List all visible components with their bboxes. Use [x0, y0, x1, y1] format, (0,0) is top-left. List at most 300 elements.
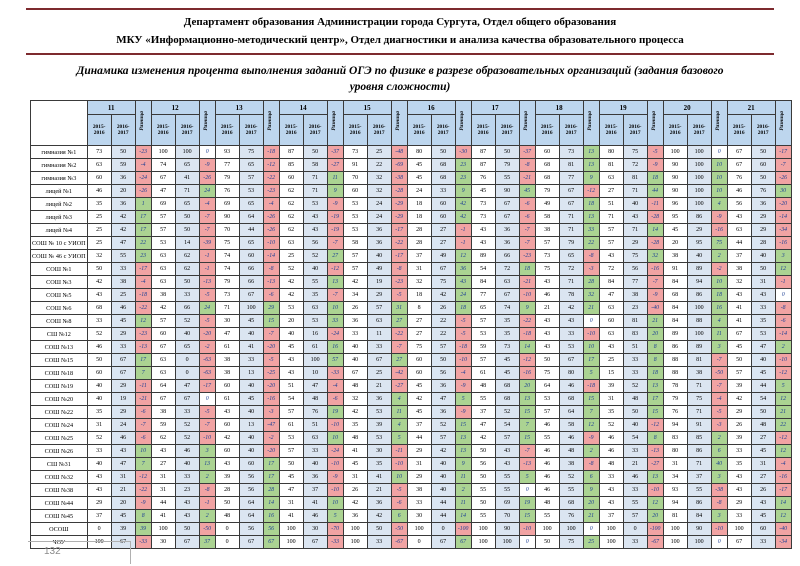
score-2015-2016: 50 [471, 471, 495, 484]
score-2015-2016: 27 [407, 328, 431, 341]
score-2016-2017: 22 [431, 315, 455, 328]
score-2015-2016: 100 [663, 523, 687, 536]
diff-cell: 21 [647, 315, 663, 328]
diff-cell: -39 [199, 237, 215, 250]
diff-cell: -17 [775, 484, 791, 497]
score-2016-2017: 67 [175, 536, 199, 549]
score-2015-2016: 79 [215, 276, 239, 289]
diff-column-header [263, 101, 279, 146]
diff-cell: 13 [455, 432, 471, 445]
score-2015-2016: 89 [471, 250, 495, 263]
diff-cell: -10 [519, 289, 535, 302]
score-2016-2017: 55 [495, 172, 519, 185]
task-number-header: 19 [599, 101, 647, 115]
diff-cell: 14 [455, 510, 471, 523]
task-number-header: 21 [727, 101, 775, 115]
score-2016-2017: 54 [623, 432, 647, 445]
score-2016-2017: 47 [303, 380, 327, 393]
score-2016-2017: 58 [559, 419, 583, 432]
diff-cell: 33 [327, 315, 343, 328]
diff-cell: 0 [711, 536, 727, 549]
year-header: 2015- 2016 [599, 115, 623, 146]
diff-cell: 13 [519, 393, 535, 406]
score-2015-2016: 54 [279, 393, 303, 406]
diff-cell: -23 [263, 185, 279, 198]
diff-cell: -42 [391, 367, 407, 380]
score-2016-2017: 68 [495, 380, 519, 393]
report-title: Динамика изменения процента выполнения заданий ОГЭ по физике в разрезе образовательных организаций (задания базового уровня сложности) [76, 65, 724, 94]
score-2015-2016: 100 [407, 523, 431, 536]
diff-cell: -25 [263, 367, 279, 380]
diff-cell: -2 [199, 341, 215, 354]
score-2015-2016: 0 [215, 536, 239, 549]
score-2016-2017: 65 [239, 198, 263, 211]
diff-cell: 20 [647, 510, 663, 523]
score-2015-2016: 89 [663, 328, 687, 341]
diff-cell: 17 [263, 458, 279, 471]
diff-cell: -16 [263, 393, 279, 406]
score-2015-2016: 75 [215, 237, 239, 250]
score-2016-2017: 43 [175, 510, 199, 523]
score-2016-2017: 43 [111, 445, 135, 458]
diff-cell: -4 [327, 380, 343, 393]
diff-cell: -13 [199, 276, 215, 289]
diff-cell: -47 [263, 419, 279, 432]
score-2016-2017: 37 [303, 484, 327, 497]
score-2015-2016: 57 [151, 224, 175, 237]
score-2015-2016: 45 [407, 380, 431, 393]
score-2016-2017: 55 [495, 484, 519, 497]
school-name: СОШ №6 [31, 302, 88, 315]
score-2016-2017: 86 [687, 289, 711, 302]
score-2015-2016: 27 [151, 458, 175, 471]
diff-cell: -10 [583, 328, 599, 341]
diff-cell: 17 [583, 354, 599, 367]
diff-cell: -7 [327, 289, 343, 302]
score-2015-2016: 48 [215, 510, 239, 523]
score-2016-2017: 69 [495, 497, 519, 510]
score-2015-2016: 73 [471, 198, 495, 211]
task-number-header: 14 [279, 101, 327, 115]
score-2016-2017: 43 [303, 211, 327, 224]
diff-cell: -8 [199, 484, 215, 497]
diff-cell: -12 [519, 354, 535, 367]
score-2016-2017: 52 [623, 380, 647, 393]
score-2015-2016: 87 [471, 159, 495, 172]
score-2015-2016: 63 [151, 250, 175, 263]
score-2016-2017: 25 [367, 367, 391, 380]
diff-cell: 28 [263, 484, 279, 497]
score-2015-2016: 84 [599, 276, 623, 289]
diff-cell: 12 [135, 315, 151, 328]
score-2015-2016: 67 [151, 172, 175, 185]
diff-cell: -7 [711, 380, 727, 393]
score-2016-2017: 39 [367, 419, 391, 432]
score-2015-2016: 67 [343, 367, 367, 380]
diff-cell: -6 [327, 393, 343, 406]
school-name: СОШ №22 [31, 406, 88, 419]
score-2015-2016: 55 [471, 393, 495, 406]
score-2016-2017: 36 [751, 198, 775, 211]
score-2015-2016: 20 [279, 315, 303, 328]
diff-cell: -26 [263, 211, 279, 224]
score-2016-2017: 30 [303, 523, 327, 536]
score-2016-2017: 42 [431, 445, 455, 458]
school-name: лицей №2 [31, 198, 88, 211]
score-2015-2016: 100 [599, 536, 623, 549]
score-2016-2017: 79 [495, 159, 519, 172]
score-2015-2016: 45 [471, 185, 495, 198]
score-2016-2017: 45 [751, 445, 775, 458]
diff-cell: 13 [583, 146, 599, 159]
score-2015-2016: 41 [343, 445, 367, 458]
score-2016-2017: 33 [367, 536, 391, 549]
diff-cell: 6 [391, 510, 407, 523]
score-2016-2017: 29 [751, 224, 775, 237]
score-2016-2017: 29 [751, 211, 775, 224]
score-2015-2016: 33 [343, 328, 367, 341]
score-2016-2017: 44 [751, 380, 775, 393]
diff-cell: 4 [711, 315, 727, 328]
score-2015-2016: 38 [151, 289, 175, 302]
diff-cell: 13 [583, 211, 599, 224]
org-line-2: МКУ «Информационно-методический центр», Отдел диагностики и анализа качества образовательного процесса [116, 33, 684, 46]
score-2015-2016: 29 [727, 406, 751, 419]
score-2015-2016: 60 [407, 367, 431, 380]
score-2015-2016: 74 [151, 159, 175, 172]
diff-cell: -5 [391, 484, 407, 497]
diff-column-header [135, 101, 151, 146]
diff-cell: 13 [455, 445, 471, 458]
diff-cell: -9 [647, 289, 663, 302]
score-2016-2017: 84 [687, 510, 711, 523]
score-2015-2016: 50 [279, 458, 303, 471]
score-2016-2017: 47 [175, 380, 199, 393]
score-2015-2016: 41 [727, 302, 751, 315]
score-2015-2016: 32 [343, 393, 367, 406]
diff-cell: 12 [583, 419, 599, 432]
diff-header-label: Разница [203, 111, 210, 131]
year-header: 2015- 2016 [663, 115, 687, 146]
year-header: 2016- 2017 [175, 115, 199, 146]
diff-cell: 18 [647, 367, 663, 380]
score-2016-2017: 52 [431, 419, 455, 432]
diff-cell: 23 [135, 250, 151, 263]
diff-cell: -28 [647, 237, 663, 250]
score-2015-2016: 87 [471, 146, 495, 159]
score-2016-2017: 54 [495, 419, 519, 432]
score-2015-2016: 80 [407, 146, 431, 159]
score-2015-2016: 37 [727, 250, 751, 263]
diff-cell: -19 [327, 224, 343, 237]
diff-cell: 13 [199, 458, 215, 471]
school-name: СОШ №3 [31, 276, 88, 289]
score-2015-2016: 43 [471, 224, 495, 237]
score-2015-2016: 43 [599, 250, 623, 263]
score-2015-2016: 53 [471, 328, 495, 341]
score-2016-2017: 86 [687, 497, 711, 510]
score-2016-2017: 47 [111, 237, 135, 250]
score-2015-2016: 53 [279, 302, 303, 315]
score-2016-2017: 61 [303, 341, 327, 354]
score-2016-2017: 36 [111, 172, 135, 185]
score-2016-2017: 81 [623, 172, 647, 185]
score-2015-2016: 87 [279, 146, 303, 159]
score-2015-2016: 47 [599, 289, 623, 302]
score-2015-2016: 46 [535, 458, 559, 471]
score-2016-2017: 91 [687, 419, 711, 432]
score-2015-2016: 77 [215, 159, 239, 172]
score-2016-2017: 36 [495, 237, 519, 250]
diff-cell: 17 [263, 471, 279, 484]
score-2016-2017: 76 [303, 406, 327, 419]
score-2015-2016: 27 [599, 185, 623, 198]
diff-cell: -38 [711, 484, 727, 497]
score-2016-2017: 52 [175, 315, 199, 328]
diff-cell: -40 [775, 523, 791, 536]
score-2015-2016: 25 [87, 224, 111, 237]
score-2016-2017: 24 [111, 419, 135, 432]
score-2015-2016: 43 [727, 471, 751, 484]
school-name: СОШ №38 [31, 484, 88, 497]
score-2016-2017: 58 [303, 159, 327, 172]
diff-cell: 14 [647, 224, 663, 237]
score-2016-2017: 52 [175, 419, 199, 432]
score-2015-2016: 35 [87, 198, 111, 211]
score-2016-2017: 49 [367, 263, 391, 276]
diff-cell: -5 [391, 289, 407, 302]
table-row [31, 289, 792, 302]
diff-cell: -16 [711, 224, 727, 237]
score-2015-2016: 88 [663, 367, 687, 380]
diff-cell: 28 [583, 276, 599, 289]
year-header: 2015- 2016 [535, 115, 559, 146]
score-2016-2017: 45 [111, 510, 135, 523]
score-2016-2017: 60 [239, 250, 263, 263]
diff-cell: -69 [391, 159, 407, 172]
diff-cell: -6 [519, 211, 535, 224]
score-2016-2017: 42 [111, 211, 135, 224]
score-2016-2017: 56 [623, 263, 647, 276]
table-row [31, 237, 792, 250]
score-2016-2017: 11 [367, 328, 391, 341]
score-2015-2016: 60 [279, 172, 303, 185]
score-2015-2016: 83 [663, 432, 687, 445]
score-2015-2016: 57 [727, 367, 751, 380]
diff-cell: -18 [135, 289, 151, 302]
diff-cell: 27 [391, 354, 407, 367]
diff-cell: 15 [263, 315, 279, 328]
score-2016-2017: 0 [175, 367, 199, 380]
diff-column-header [455, 101, 471, 146]
score-2015-2016: 46 [535, 289, 559, 302]
diff-cell: 3 [711, 341, 727, 354]
score-2015-2016: 63 [599, 328, 623, 341]
diff-cell: 22 [775, 419, 791, 432]
score-2015-2016: 76 [471, 172, 495, 185]
score-2016-2017: 63 [495, 276, 519, 289]
diff-cell: 8 [135, 510, 151, 523]
score-2015-2016: 55 [471, 484, 495, 497]
score-2016-2017: 68 [431, 159, 455, 172]
score-2015-2016: 40 [279, 328, 303, 341]
score-2015-2016: 45 [663, 224, 687, 237]
score-2016-2017: 57 [431, 341, 455, 354]
score-2015-2016: 67 [727, 536, 751, 549]
diff-cell: -29 [391, 211, 407, 224]
diff-cell: 14 [519, 341, 535, 354]
table-row [31, 315, 792, 328]
diff-cell: -7 [135, 419, 151, 432]
score-2016-2017: 62 [175, 250, 199, 263]
score-2015-2016: 34 [343, 289, 367, 302]
score-2015-2016: 45 [407, 172, 431, 185]
score-2016-2017: 27 [431, 224, 455, 237]
score-2016-2017: 55 [111, 250, 135, 263]
score-2016-2017: 33 [559, 328, 583, 341]
score-2016-2017: 29 [111, 406, 135, 419]
score-2016-2017: 66 [239, 263, 263, 276]
score-2016-2017: 51 [303, 419, 327, 432]
score-2016-2017: 41 [175, 172, 199, 185]
diff-cell: -7 [711, 354, 727, 367]
diff-cell: -12 [647, 419, 663, 432]
score-2016-2017: 16 [303, 328, 327, 341]
score-2015-2016: 55 [471, 510, 495, 523]
score-2015-2016: 37 [407, 419, 431, 432]
diff-cell: 24 [199, 302, 215, 315]
school-name: СОШ №26 [31, 445, 88, 458]
score-2015-2016: 47 [151, 185, 175, 198]
diff-cell: -7 [647, 276, 663, 289]
score-2016-2017: 60 [239, 458, 263, 471]
score-2016-2017: 63 [367, 315, 391, 328]
diff-cell: -21 [519, 276, 535, 289]
score-2015-2016: 20 [663, 237, 687, 250]
score-2015-2016: 100 [343, 523, 367, 536]
score-2015-2016: 72 [599, 263, 623, 276]
table-row [31, 419, 792, 432]
score-2015-2016: 57 [151, 211, 175, 224]
score-2015-2016: 43 [87, 471, 111, 484]
score-2015-2016: 61 [215, 393, 239, 406]
score-2015-2016: 30 [151, 536, 175, 549]
score-2015-2016: 100 [151, 146, 175, 159]
score-2016-2017: 50 [367, 523, 391, 536]
task-number-header: 18 [535, 101, 583, 115]
score-2015-2016: 46 [599, 432, 623, 445]
diff-cell: -23 [135, 328, 151, 341]
score-2016-2017: 33 [111, 263, 135, 276]
score-2016-2017: 50 [751, 406, 775, 419]
school-name: СОШ №45 [31, 510, 88, 523]
diff-cell: 9 [583, 172, 599, 185]
score-2016-2017: 33 [303, 445, 327, 458]
diff-cell: 12 [775, 445, 791, 458]
year-header: 2016- 2017 [495, 115, 519, 146]
year-header: 2015- 2016 [727, 115, 751, 146]
score-2016-2017: 64 [559, 406, 583, 419]
diff-cell: -9 [647, 159, 663, 172]
diff-cell: -24 [327, 445, 343, 458]
diff-column-header [647, 101, 663, 146]
score-2015-2016: 40 [343, 354, 367, 367]
score-2015-2016: 42 [471, 432, 495, 445]
diff-cell: 6 [711, 445, 727, 458]
diff-cell: 0 [775, 289, 791, 302]
score-2015-2016: 25 [279, 250, 303, 263]
score-2016-2017: 37 [687, 471, 711, 484]
score-2015-2016: 57 [535, 406, 559, 419]
score-2016-2017: 21 [111, 484, 135, 497]
score-2016-2017: 33 [623, 367, 647, 380]
score-2016-2017: 74 [495, 302, 519, 315]
diff-cell: 2 [583, 445, 599, 458]
table-row [31, 523, 792, 536]
score-2016-2017: 31 [751, 276, 775, 289]
diff-cell: 10 [327, 432, 343, 445]
score-2015-2016: 45 [343, 458, 367, 471]
table-row [31, 198, 792, 211]
diff-cell: -3 [263, 406, 279, 419]
diff-cell: -4 [455, 367, 471, 380]
score-2015-2016: 48 [343, 432, 367, 445]
score-2016-2017: 76 [751, 185, 775, 198]
score-2015-2016: 26 [343, 484, 367, 497]
school-name: СОШ №32 [31, 471, 88, 484]
score-2016-2017: 33 [623, 354, 647, 367]
diff-cell: 10 [711, 159, 727, 172]
table-row [31, 159, 792, 172]
diff-cell: -4 [775, 458, 791, 471]
diff-cell: -4 [263, 198, 279, 211]
school-name: ЧОУ [31, 536, 88, 549]
score-2015-2016: 43 [535, 328, 559, 341]
score-2016-2017: 40 [175, 458, 199, 471]
score-2015-2016: 68 [87, 302, 111, 315]
score-2015-2016: 60 [535, 146, 559, 159]
score-2016-2017: 43 [559, 315, 583, 328]
diff-cell: -18 [263, 146, 279, 159]
score-2015-2016: 91 [663, 263, 687, 276]
diff-cell: -7 [519, 224, 535, 237]
score-2015-2016: 79 [535, 185, 559, 198]
diff-cell: 24 [455, 289, 471, 302]
year-header: 2015- 2016 [471, 115, 495, 146]
score-2015-2016: 25 [599, 354, 623, 367]
score-2015-2016: 41 [151, 510, 175, 523]
score-2015-2016: 36 [343, 315, 367, 328]
score-2015-2016: 80 [599, 146, 623, 159]
score-2015-2016: 47 [471, 419, 495, 432]
score-2016-2017: 100 [687, 185, 711, 198]
score-2016-2017: 75 [431, 276, 455, 289]
diff-cell: 32 [583, 289, 599, 302]
score-2016-2017: 71 [687, 406, 711, 419]
score-2015-2016: 100 [343, 536, 367, 549]
score-2015-2016: 100 [535, 523, 559, 536]
score-2016-2017: 65 [175, 198, 199, 211]
diff-column-header [711, 101, 727, 146]
diff-cell: -17 [391, 250, 407, 263]
score-2016-2017: 21 [367, 484, 391, 497]
diff-cell: -10 [327, 458, 343, 471]
score-2016-2017: 46 [623, 471, 647, 484]
score-2015-2016: 39 [727, 432, 751, 445]
diff-cell: -10 [327, 419, 343, 432]
score-2015-2016: 60 [87, 172, 111, 185]
diff-cell: 67 [455, 536, 471, 549]
